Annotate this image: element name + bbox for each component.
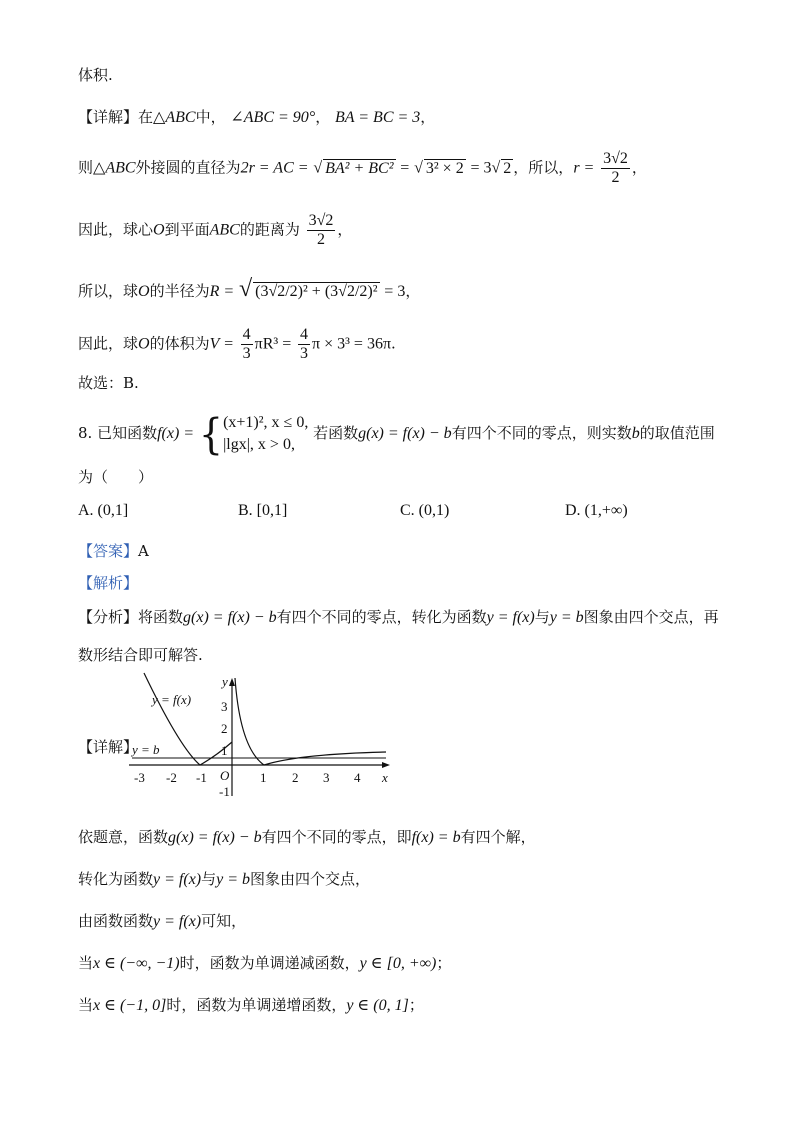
detail-line-5 <box>78 326 396 363</box>
detail-tag-2: 【详解】 <box>78 738 139 756</box>
triangle-symbol: △ <box>153 109 166 126</box>
detail-tag: 【详解】 <box>78 108 139 126</box>
numerator: 3√2 <box>308 212 334 229</box>
math: y = f(x) <box>153 913 202 930</box>
detail-line-4: 所以，球O的半径为R = √ (3√2/2)² + (3√2/2)² = 3， <box>78 276 421 302</box>
origin-label: O <box>220 768 230 783</box>
text: 与 <box>534 608 550 626</box>
text: 中， <box>195 108 226 126</box>
denominator: 2 <box>611 169 620 186</box>
numerator: 4 <box>242 326 251 343</box>
math: y ∈ [0, +∞) <box>359 955 437 972</box>
detail-line-10 <box>78 952 451 973</box>
radical: 3² × 2 <box>425 159 464 177</box>
option-c[interactable]: C. (0,1) <box>400 502 450 519</box>
text: 图象由四个交点， <box>250 870 371 888</box>
math: y = b <box>549 609 584 626</box>
text: 与 <box>201 870 217 888</box>
text: 在 <box>138 108 154 126</box>
text: 【分析】 <box>78 608 139 626</box>
math: g(x) = f(x) − b <box>358 425 452 442</box>
math: BA = BC = 3 <box>334 109 421 126</box>
math: ∠ABC = 90° <box>230 109 316 126</box>
answer-line <box>78 540 149 561</box>
analysis-line-2: 数形结合即可解答. <box>78 646 203 664</box>
text: 则 <box>78 158 94 177</box>
option-a[interactable]: A. (0,1] <box>78 502 129 519</box>
question-8-cont: 为（ ） <box>78 468 154 486</box>
detail-line-3 <box>78 212 352 249</box>
text: 8. 已知函数 <box>78 424 158 442</box>
detail-line-1 <box>78 106 435 127</box>
case-2: |lgx|, x > 0, <box>223 436 295 453</box>
detail-line-9 <box>78 910 246 931</box>
math: = 3 <box>384 283 406 300</box>
text: ， <box>337 220 353 239</box>
denominator: 3 <box>300 345 309 362</box>
question-8: 8. 已知函数f(x) = { (x+1)², x ≤ 0, |lgx|, x > 0, 若函数g(x) = f(x) − b有四个不同的零点，则实数b的取值范围 <box>78 409 715 459</box>
text: 的半径为 <box>149 282 210 300</box>
text: . <box>391 334 396 353</box>
numerator: 3√2 <box>603 150 628 167</box>
text: ， <box>315 108 331 126</box>
math: y ∈ (0, 1] <box>346 997 409 1014</box>
math: f(x) = <box>157 425 195 442</box>
text: 当 <box>78 996 94 1014</box>
option-b[interactable]: B. [0,1] <box>238 502 288 519</box>
line-label: y = b <box>132 742 160 757</box>
radical: (3√2/2)² + (3√2/2)² <box>255 283 378 300</box>
radical: BA² + BC² <box>325 159 394 177</box>
math: ABC <box>105 159 136 177</box>
x-tick: 3 <box>323 770 330 785</box>
text: 到平面 <box>164 220 210 239</box>
y-tick: 1 <box>221 743 228 758</box>
fraction <box>298 326 310 363</box>
text: 因此，球 <box>78 334 139 353</box>
text: 的体积为 <box>149 334 210 353</box>
math: ABC <box>165 109 196 126</box>
fraction <box>307 212 336 249</box>
function-graph <box>124 668 404 803</box>
math: O <box>153 221 165 239</box>
x-tick: -3 <box>134 770 145 785</box>
y-tick: 2 <box>221 721 228 736</box>
text: 所以，球 <box>78 282 139 300</box>
text: 图象由四个交点，再 <box>583 608 719 626</box>
answer-tag: 【答案】 <box>78 542 139 560</box>
denominator: 2 <box>317 231 325 248</box>
text: 时，函数为单调递增函数， <box>166 996 347 1014</box>
text: 可知， <box>201 912 247 930</box>
text: ， <box>405 282 421 300</box>
math: r = <box>573 159 595 177</box>
math: O <box>138 335 150 353</box>
text: 有四个不同的零点，即 <box>261 828 412 846</box>
math: R = <box>209 283 235 300</box>
math: f(x) = b <box>411 829 461 846</box>
case-1: (x+1)², x ≤ 0, <box>223 414 309 431</box>
text: 由函数函数 <box>78 912 154 930</box>
curve-label: y = f(x) <box>152 692 192 707</box>
text: ， <box>420 108 436 126</box>
math: g(x) = f(x) − b <box>168 829 262 846</box>
triangle-symbol: △ <box>93 159 106 177</box>
text: ， <box>631 158 647 177</box>
numerator: 4 <box>300 326 309 343</box>
text: ； <box>436 954 452 972</box>
math: y = b <box>216 871 251 888</box>
y-tick: 3 <box>221 699 228 714</box>
radical: 2 <box>503 159 512 177</box>
piecewise-cases <box>223 412 308 456</box>
math: πR³ = <box>254 335 292 353</box>
text: 依题意，函数 <box>78 828 169 846</box>
text: 若函数 <box>313 424 359 442</box>
analysis-line-1 <box>78 606 719 627</box>
text: 因此，球心 <box>78 220 154 239</box>
text-line: 体积. <box>78 66 113 84</box>
math: x ∈ (−∞, −1) <box>93 955 180 972</box>
math: = <box>400 159 410 177</box>
text: 时，函数为单调递减函数， <box>179 954 360 972</box>
text: ，所以， <box>513 158 574 177</box>
x-tick: -2 <box>166 770 177 785</box>
text: 有四个不同的零点，转化为函数 <box>276 608 487 626</box>
y-axis-label: y <box>222 674 228 689</box>
math: b <box>631 425 640 442</box>
detail-line-2: 则△ABC外接圆的直径为2r = AC = √ BA² + BC² = √ 3² × 2 = 3√ 2 ，所以，r = $\frac{3√2}{2}$ ， <box>78 150 647 186</box>
text: 当 <box>78 954 94 972</box>
detail-line-11 <box>78 994 424 1015</box>
math: π × 3³ = 36π <box>312 335 392 353</box>
math: ABC <box>209 221 240 239</box>
text: 的取值范围 <box>639 424 715 442</box>
y-tick: -1 <box>219 784 230 799</box>
option-d[interactable]: D. (1,+∞) <box>565 502 628 519</box>
x-tick: 2 <box>292 770 299 785</box>
x-axis-label: x <box>382 770 388 785</box>
answer-value: A <box>138 542 149 560</box>
detail-line-8 <box>78 868 370 889</box>
text: 的距离为 <box>239 220 300 239</box>
text: 有四个不同的零点，则实数 <box>451 424 632 442</box>
text: ； <box>408 996 424 1014</box>
math: O <box>138 283 150 300</box>
math: y = f(x) <box>486 609 535 626</box>
analysis-tag: 【解析】 <box>78 574 139 592</box>
denominator: 3 <box>242 345 251 362</box>
x-tick: 1 <box>260 770 267 785</box>
choice-line: 故选：B. <box>78 374 139 392</box>
math: y = f(x) <box>153 871 202 888</box>
text: 有四个解， <box>460 828 536 846</box>
detail-line-7 <box>78 826 536 847</box>
math: x ∈ (−1, 0] <box>93 997 167 1014</box>
math: V = <box>209 335 234 353</box>
fraction <box>601 150 630 187</box>
x-tick: 4 <box>354 770 361 785</box>
math: g(x) = f(x) − b <box>183 609 277 626</box>
x-tick: -1 <box>196 770 207 785</box>
fraction <box>241 326 253 363</box>
text: 将函数 <box>138 608 184 626</box>
math: 2r = AC = <box>240 159 309 177</box>
math: = 3 <box>470 159 492 177</box>
text: 转化为函数 <box>78 870 154 888</box>
text: 外接圆的直径为 <box>135 158 241 177</box>
